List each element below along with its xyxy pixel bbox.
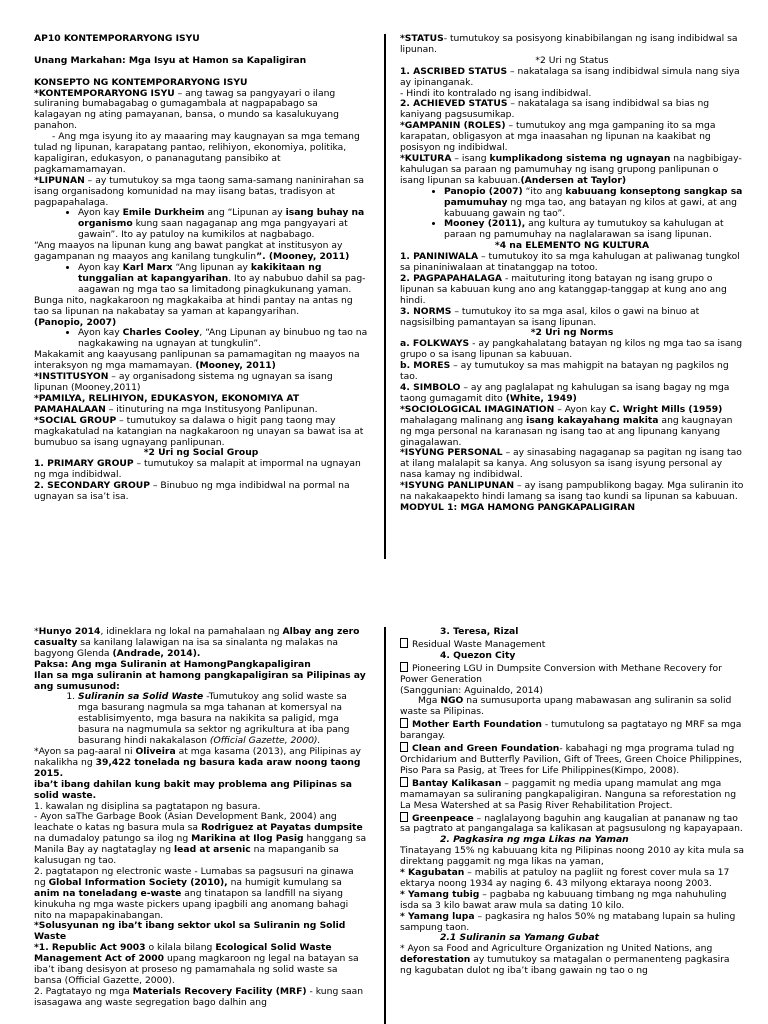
dahilan-1: 1. kawalan ng disiplina sa pagtatapon ng basura. (34, 800, 261, 812)
ngo-greenpeace: Greenpeace – naglalayong baguhin ang kaugalian at pananaw ng tao sa pagtrato at pangangalaga sa kalikasan at pagsusulong ng kapayapaan. (400, 812, 743, 835)
paragraph-ngo: Mga NGO na sumusuporta upang mabawasan ang suliranin sa solid waste sa Pilipinas. (400, 695, 732, 718)
item-teresa-rizal: 3. Teresa, Rizal (440, 627, 519, 637)
checkbox-glyph-icon (400, 777, 408, 787)
bullet-marx: • Ayon kay Karl Marx “Ang lipunan ay kakikitaan ng tunggalian at kapangyarihan. Ito ay nabubuo dahil sa pag-aagawan ng mga tao sa limitadong pinagkukunang yaman. (78, 263, 368, 296)
ngo-clean-green: Clean and Green Foundation- kabahagi ng mga programa tulad ng Orchidarium and Butterfly Pavilion, Gift of Trees, Green Choice Philippines, Piso Para sa Pasig, at Trees for Life Philippines(Kimpo, 2008). (400, 743, 742, 776)
quarter-subtitle: Unang Markahan: Mga Isyu at Hamon sa Kapaligiran (34, 54, 307, 66)
heading-elemento-kultura: *4 na ELEMENTO NG KULTURA (494, 240, 650, 252)
item-solid-waste: 1. Suliranin sa Solid Waste -Tumutukoy ang solid waste sa mga basurang nagmula sa mga tahanan at komersyal na establisimyento, mga basura na nakikita sa paligid, mga basura na nagmumula sa sektor ng agrikultura at iba pang basurang hindi nakakalason (Official Gazette, 2000). (78, 692, 368, 747)
bullet-list-cooley (34, 328, 368, 350)
paksa-heading: Paksa: Ang mga Suliranin at HamongPangkapaligiran (34, 658, 311, 670)
bullet-mooney: • Mooney (2011), ang kultura ay tumutukoy sa kahulugan at paraan ng pamumuhay na naglalarawan sa isang lipunan. (444, 219, 744, 241)
modyul-heading: MODYUL 1: MGA HAMONG PANGKAPALIGIRAN (400, 501, 636, 513)
column-top-right (400, 34, 744, 554)
definition-institusyong-panlipunan: *PAMILYA, RELIHIYON, EDUKASYON, EKONOMIYA AT PAMAHALAAN – itinuturing na mga Institusyong Panlipunan. (34, 392, 318, 415)
definition-lipunan: *LIPUNAN – ay tumutukoy sa mga taong sama-samang naninirahan sa isang organisadong komunidad na may iisang batas, tradisyon at pagpapahalaga. (34, 174, 364, 208)
paragraph-bunga: Bunga nito, nagkakaroon ng magkakaiba at hindi pantay na antas ng tao sa lipunan na nakabatay sa yaman at kapangyarihan. (34, 294, 353, 317)
ngo-mother-earth: Mother Earth Foundation - tumutulong sa pagtatayo ng MRF sa mga barangay. (400, 719, 742, 742)
section-heading: KONSEPTO NG KONTEMPORARYONG ISYU (34, 76, 248, 88)
definition-isyung-panlipunan: *ISYUNG PANLIPUNAN – ay isang pampublikong bagay. Mga suliranin ito na nakakaapekto hindi lamang sa isang tao kundi sa lipunan sa kabuuan. (400, 480, 744, 503)
definition-achieved-status: 2. ACHIEVED STATUS – nakatalaga sa isang indibidwal sa bias ng kaniyang pagsusumikap. (400, 98, 710, 121)
definition-sociological-imagination: *SOCIOLOGICAL IMAGINATION – Ayon kay C. Wright Mills (1959) mahalagang malinang ang isang kakayahang makita ang kaugnayan ng mga personal na karanasan ng isang tao at ang lipunang kanyang ginagalawan. (400, 403, 733, 448)
item-kagubatan: * Kagubatan – mabilis at patuloy na pagliit ng forest cover mula sa 17 ektarya noong 1934 ay naging 6. 43 milyong ektaraya noong 2003. (400, 867, 730, 889)
definition-status: *STATUS- tumutukoy sa posisyong kinabibilangan ng isang indibidwal sa lipunan. (400, 34, 738, 55)
definition-simbolo: 4. SIMBOLO – ay ang paglalapat ng kahulugan sa isang bagay ng mga taong gumagamit dito (White, 1949) (400, 382, 730, 404)
citation-sanggunian: (Sanggunian: Aguinaldo, 2014) (400, 684, 543, 696)
paragraph-oliveira: *Ayon sa pag-aaral ni Oliveira at mga kasama (2013), ang Pilipinas ay nakalikha ng 39,422 tonelada ng basura kada araw noong taong 2015. (34, 745, 361, 779)
definition-mores: b. MORES – ay tumutukoy sa mas mahigpit na batayan ng pagkilos ng tao. (400, 360, 729, 383)
column-bottom-left (34, 627, 368, 1024)
ngo-bantay-kalikasan: Bantay Kalikasan – paggamit ng media upang mamulat ang mga mamamayan sa suliraning pangkapaligiran. Nanguna sa reforestation ng La Mesa Watershed at sa Pasig River Rehabilitation Project. (400, 777, 737, 811)
definition-institusyon: *INSTITUSYON – ay organisadong sistema ng ugnayan sa isang lipunan (Mooney,2011) (34, 371, 333, 393)
definition-kontemporaryong-isyu: *KONTEMPORARYONG ISYU – ang tawag sa pangyayari o ilang suliraning bumabagabag o gumagambala at nagpapabago sa kalagayan ng ating pamayanan, bansa, o mundo sa kasalukuyang panahon. (34, 87, 339, 132)
definition-folkways: a. FOLKWAYS - ay pangkahalatang batayan ng kilos ng mga tao sa isang grupo o sa isang lipunan sa kabuuan. (400, 338, 743, 361)
paragraph-fao: * Ayon sa Food and Agriculture Organization ng United Nations, ang deforestation ay tumutukoy sa matagalan o permanenteng pagkasira ng kagubatan dulot ng iba’t ibang gawain ng tao o ng (400, 943, 730, 977)
numbered-list-suliranin (34, 692, 368, 747)
definition-ascribed-status: 1. ASCRIBED STATUS – nakatalaga sa isang indibidwal simula nang siya ay ipinanganak. (400, 65, 740, 88)
bullet-panopio: • Panopio (2007) “ito ang kabuuang konseptong sangkap sa pamumuhay ng mga tao, ang batayan ng kilos at gawi, at ang kabuuang gawain ng tao”. (444, 187, 744, 220)
definition-primary-group: 1. PRIMARY GROUP – tumutukoy sa malapit at impormal na ugnayan ng mga indibidwal. (34, 458, 361, 481)
bullet-list-marx (34, 263, 368, 296)
column-divider-top (384, 34, 386, 559)
ilan-heading: Ilan sa mga suliranin at hamong pangkapaligiran sa Pilipinas ay ang sumusunod: (34, 669, 366, 692)
paragraph-makakamit: Makakamit ang kaayusang panlipunan sa pamamagitan ng maayos na interaksyon ng mga mamamayan. (Mooney, 2011) (34, 349, 360, 372)
checkbox-glyph-icon (400, 742, 408, 752)
dahilan-1-detail: - Ayon saThe Garbage Book (Asian Development Bank, 2004) ang leachate o katas ng basura mula sa Rodriguez at Payatas dumpsite na dumadaloy patungo sa ilog ng Marikina at Ilog Pasig hanggang sa Manila Bay ay nagtataglay ng lead at arsenic na mapanganib sa kalusugan ng tao. (34, 811, 367, 867)
bullet-cooley: • Ayon kay Charles Cooley, “Ang Lipunan ay binubuo ng tao na nagkakawing na ugnayan at tungkulin”. (78, 328, 368, 350)
citation-panopio: (Panopio, 2007) (34, 316, 117, 328)
definition-social-group: *SOCIAL GROUP – tumutukoy sa dalawa o higit pang taong may magkakatulad na katangian na nagkakaroon ng unayan sa bawat isa at bumubuo sa isang ugnayang panlipunan. (34, 414, 364, 448)
bullet-list-durkheim (34, 208, 368, 241)
item-yamang-tubig: * Yamang tubig – pagbaba ng kabuuang timbang ng mga nahuhuling isda sa 3 kilo bawat araw mula sa dating 10 kilo. (400, 888, 727, 911)
quote-mooney: “Ang maayos na lipunan kung ang bawat pangkat at institusyon ay gagampanan ng maayos ang kanilang tungkulin”. (Mooney, 2011) (34, 240, 350, 263)
item-quezon-city: 4. Quezon City (440, 649, 516, 661)
checkbox-glyph-icon (400, 638, 408, 648)
definition-gampanin: *GAMPANIN (ROLES) – tumutukoy ang mga gampaning ito sa mga karapatan, obligasyon at mga inaasahan ng lipunan na kaakibat ng posisyon ng indibidwal. (400, 120, 716, 154)
heading-social-group-types: *2 Uri ng Social Group (143, 447, 259, 459)
heading-dahilan: iba’t ibang dahilan kung bakit may problema ang Pilipinas sa solid waste. (34, 778, 352, 801)
definition-paniniwala: 1. PANINIWALA – tumutukoy ito sa mga kahulugan at paliwanag tungkol sa pinaniniwalaan at tinatanggap na totoo. (400, 251, 740, 274)
definition-kultura: *KULTURA – isang kumplikadong sistema ng ugnayan na nagbibigay-kahulugan sa paraan ng pamumuhay ng isang grupong panlipunan o isang lipunan sa kabuuan.(Andersen at Taylor) (400, 152, 742, 186)
definition-secondary-group: 2. SECONDARY GROUP – Binubuo ng mga indibidwal na pormal na ugnayan sa isa’t isa. (34, 480, 350, 503)
bullet-durkheim: • Ayon kay Emile Durkheim ang “Lipunan ay isang buhay na organismo kung saan nagaganap ang mga pangyayari at gawain”. Ito ay patuloy na kumikilos at nagbabago. (78, 208, 368, 241)
checkbox-glyph-icon (400, 662, 408, 672)
paragraph-tinatayang: Tinatayang 15% ng kabuuang kita ng Pilipinas noong 2010 ay kita mula sa direktang paggamit ng mga likas na yaman, (400, 845, 744, 868)
definition-pagpapahalaga: 2. PAGPAPAHALAGA - maituturing itong batayan ng isang grupo o lipunan sa kabuuan kung ano ang katanggap-tanggap at kung ano ang hindi. (400, 272, 727, 306)
item-yamang-lupa: * Yamang lupa – pagkasira ng halos 50% ng matabang lupain sa huling sampung taon. (400, 910, 736, 933)
definition-isyung-personal: *ISYUNG PERSONAL – ay sinasabing nagaganap sa pagitan ng isang tao at ilang malalapit sa kanya. Ang solusyon sa isang isyung personal ay nasa kamay ng indibidwal. (400, 447, 742, 481)
column-divider-bottom (384, 627, 386, 1024)
checkbox-glyph-icon (400, 812, 408, 822)
note-ascribed-status: - Hindi ito kontralado ng isang indibidwal. (400, 87, 592, 99)
solusyon-ra-9003: *1. Republic Act 9003 o kilala bilang Ecological Solid Waste Management Act of 2000 upang magkaroon ng legal na batayan sa iba’t ibang desisyon at proseso ng pamamahala ng solid waste sa bansa (Official Gazette, 2000). (34, 942, 359, 986)
column-top-left (34, 34, 368, 554)
note-kontemporaryong-isyu: - Ang mga isyung ito ay maaaring may kaugnayan sa mga temang tulad ng lipunan, karapatang pantao, relihiyon, ekonomiya, politika, kapaligiran, edukasyon, o pananagutang pansibiko at pagkamamamayan. (34, 131, 360, 175)
checkbox-glyph-icon (400, 718, 408, 728)
bullet-list-kultura (400, 187, 744, 242)
column-bottom-right (400, 627, 744, 1024)
dahilan-2: 2. pagtatapon ng electronic waste - Lumabas sa pagsusuri na ginawa ng Global Information Society (2010), na humigit kumulang sa anim na toneladang e-waste ang tinatapon sa landfill na siyang kinukuha ng mga waste pickers upang ipagbili ang anomang bahagi nito na mapapakinabangan. (34, 865, 354, 921)
solusyon-mrf: 2. Pagtatayo ng mga Materials Recovery Facility (MRF) - kung saan isasagawa ang waste segregation bago dalhin ang (34, 985, 364, 1008)
heading-norms-types: *2 Uri ng Norms (530, 327, 614, 339)
paragraph-hunyo: *Hunyo 2014, idineklara ng lokal na pamahalaan ng Albay ang zero casualty sa kanilang lalawigan na isa sa sinalanta ng malakas na bagyong Glenda (Andrade, 2014). (34, 627, 360, 659)
heading-status-types: *2 Uri ng Status (535, 54, 609, 66)
document-title: AP10 KONTEMPORARYONG ISYU (34, 34, 200, 44)
heading-likas-na-yaman: 2. Pagkasira ng mga Likas na Yaman (440, 834, 629, 846)
item-residual: Residual Waste Management (400, 638, 744, 651)
heading-solusyon: *Solusyunan ng iba’t ibang sektor ukol sa Suliranin ng Solid Waste (34, 920, 346, 943)
heading-yamang-gubat: 2.1 Suliranin sa Yamang Gubat (440, 932, 600, 944)
definition-norms: 3. NORMS – tumutukoy ito sa mga asal, kilos o gawi na binuo at nagsisilbing pamantayan sa isang lipunan. (400, 305, 700, 328)
item-pioneering: Pioneering LGU in Dumpsite Conversion with Methane Recovery for Power Generation (400, 662, 722, 685)
